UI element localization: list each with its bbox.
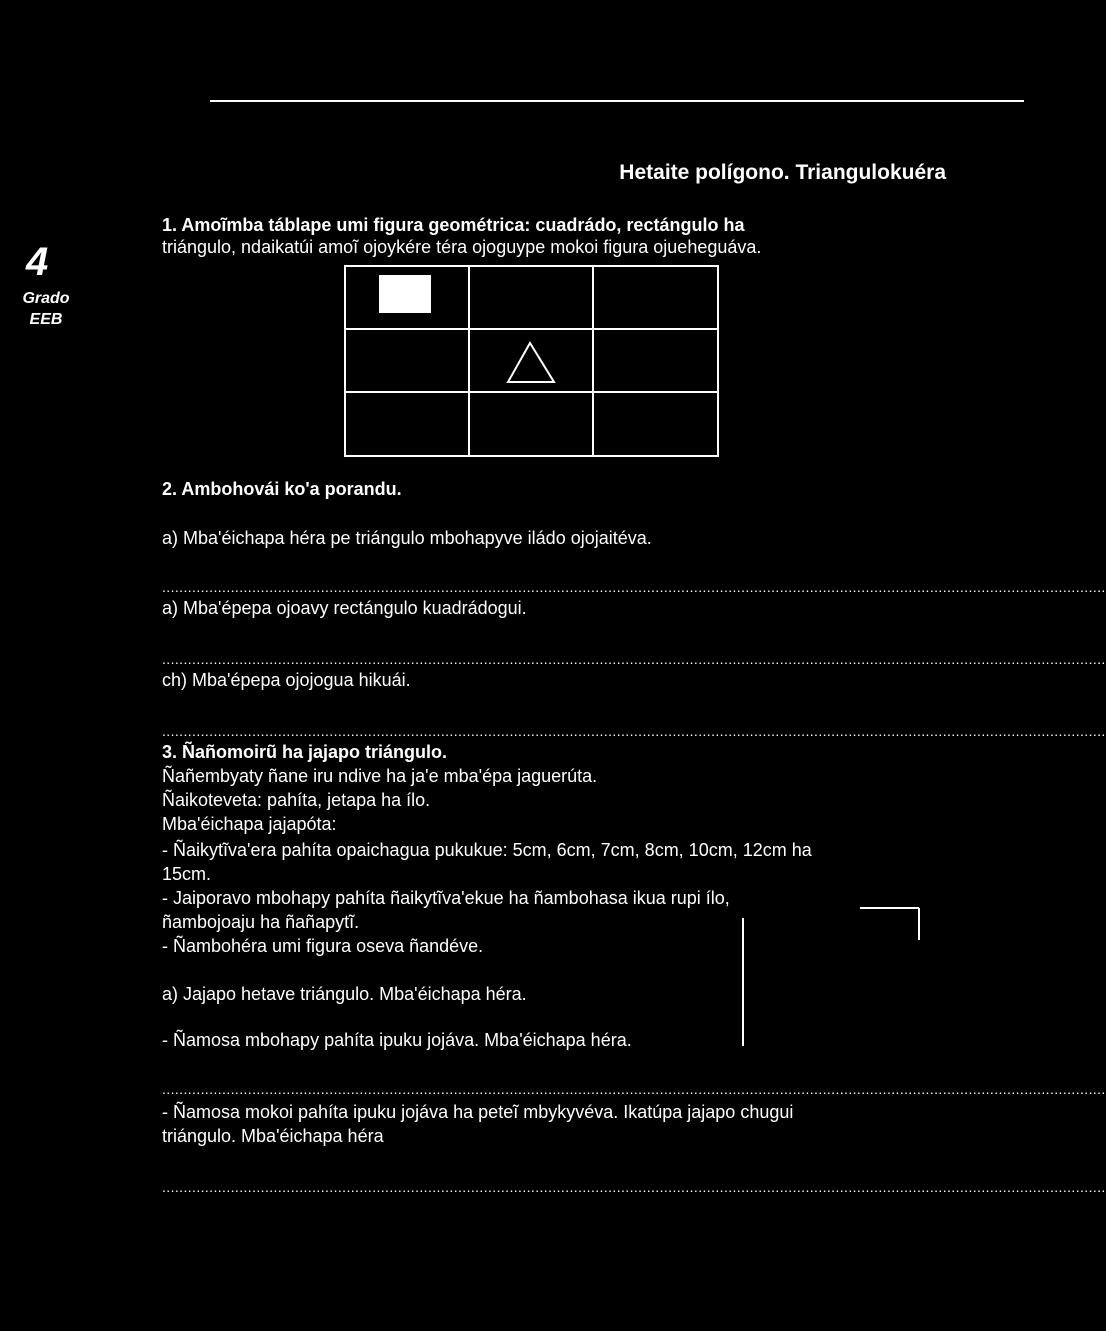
triangle-shape-icon [508, 343, 554, 382]
grade-number: 4 [26, 240, 49, 284]
question-1-line-2: triángulo, ndaikatúi amoĩ ojoykére téra ojoguype mokoi figura ojueheguáva. [162, 237, 762, 257]
question-1-line-1: 1. Amoĩmba táblape umi figura geométrica: cuadrádo, rectángulo ha [162, 215, 745, 235]
answer-line: ............................................................................................................................................................................................................................ [162, 723, 1106, 739]
question-3a: a) Jajapo hetave triángulo. Mba'éichapa héra. [162, 984, 527, 1004]
question-3-line: Ñaikoteveta: pahíta, jetapa ha ílo. [162, 790, 431, 810]
answer-line: ............................................................................................................................................................................................................................ [162, 579, 1106, 595]
answer-line: ............................................................................................................................................................................................................................ [162, 1179, 1106, 1195]
question-3c-line-2: triángulo. Mba'éichapa héra [162, 1126, 384, 1146]
shape-table [344, 265, 720, 459]
grade-label [20, 288, 72, 330]
question-3-line: - Ñaikytĩva'era pahíta opaichagua pukukue: 5cm, 6cm, 7cm, 8cm, 10cm, 12cm ha [162, 840, 812, 860]
grade-label-line-1: Grado [22, 290, 70, 307]
question-3c-line-1: - Ñamosa mokoi pahíta ipuku jojáva ha peteĩ mbykyvéva. Ikatúpa jajapo chugui [162, 1102, 794, 1122]
answer-line: ............................................................................................................................................................................................................................ [162, 651, 1106, 667]
question-3-line: Mba'éichapa jajapóta: [162, 814, 337, 834]
grade-label-line-2: EEB [29, 311, 63, 328]
question-1 [162, 214, 962, 258]
question-2-heading: 2. Ambohovái ko'a porandu. [162, 479, 402, 499]
question-3-line: Ñañembyaty ñane iru ndive ha ja'e mba'épa jaguerúta. [162, 766, 598, 786]
question-2c: ch) Mba'épepa ojojogua hikuái. [162, 670, 411, 690]
question-3-line: ñambojoaju ha ñañapytĩ. [162, 912, 360, 932]
question-2a: a) Mba'éichapa héra pe triángulo mbohapyve iládo ojojaitéva. [162, 528, 652, 548]
answer-line: ............................................................................................................................................................................................................................ [162, 1081, 1106, 1097]
rectangle-shape-icon [379, 275, 431, 313]
question-3-line: - Ñambohéra umi figura oseva ñandéve. [162, 936, 484, 956]
question-3-heading: 3. Ñañomoirũ ha jajapo triángulo. [162, 742, 448, 762]
question-3-line: 15cm. [162, 864, 212, 884]
question-2b: a) Mba'épepa ojoavy rectángulo kuadrádogui. [162, 598, 527, 618]
question-3b: - Ñamosa mbohapy pahíta ipuku jojáva. Mba'éichapa héra. [162, 1030, 632, 1050]
question-3-line: - Jaiporavo mbohapy pahíta ñaikytĩva'ekue ha ñambohasa ikua rupi ílo, [162, 888, 730, 908]
page-title: Hetaite polígono. Triangulokuéra [619, 161, 946, 184]
header-rule [210, 100, 1024, 102]
drawing-box [735, 896, 925, 1056]
